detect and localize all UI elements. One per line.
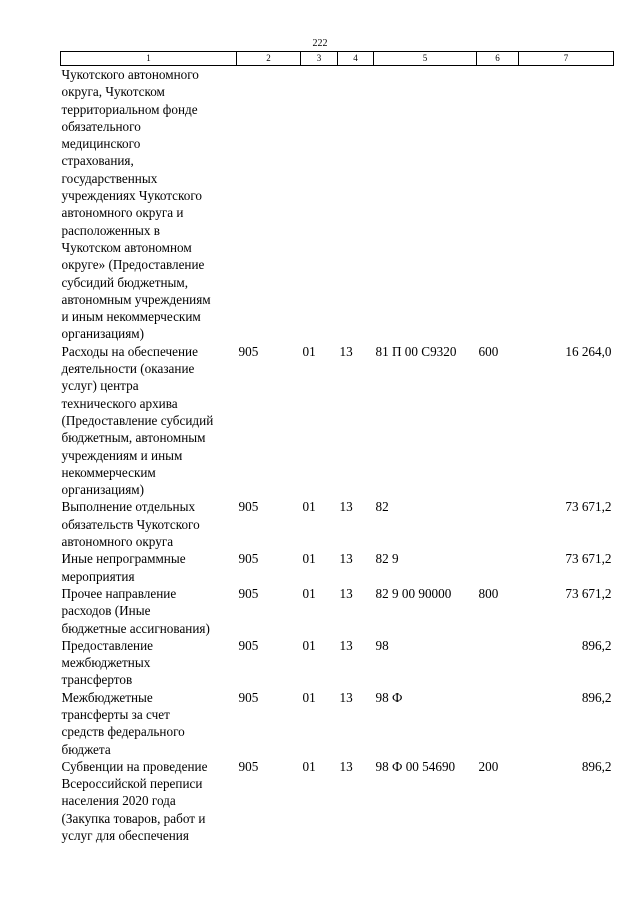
target-item-code: 82 9 xyxy=(375,551,399,567)
description-line: (Закупка товаров, работ и xyxy=(61,810,206,826)
description-line: бюджета xyxy=(61,741,111,757)
admin-code: 905 xyxy=(238,689,259,705)
subsection-code: 13 xyxy=(339,689,353,705)
description-line: трансферты за счет xyxy=(61,706,170,722)
description-line: Иные непрограммные xyxy=(61,551,186,567)
header-col-7: 7 xyxy=(519,52,614,66)
description-line: округе» (Предоставление xyxy=(61,257,205,273)
table-row xyxy=(61,66,614,343)
description-line: расположенных в xyxy=(61,222,161,238)
row-description xyxy=(61,498,237,550)
admin-code: 905 xyxy=(238,551,259,567)
row-description xyxy=(61,585,237,637)
target-item-code: 98 Ф xyxy=(375,689,403,705)
table-row xyxy=(61,689,614,758)
description-line: средств федерального xyxy=(61,724,185,740)
target-item-code: 82 9 00 90000 xyxy=(375,585,452,601)
target-item-code: 98 Ф 00 54690 xyxy=(375,758,456,774)
subsection-code: 13 xyxy=(339,758,353,774)
subsection-code: 13 xyxy=(339,343,353,359)
section-code: 01 xyxy=(302,637,316,653)
description-line: Расходы на обеспечение xyxy=(61,343,198,359)
expense-type-code: 200 xyxy=(478,758,499,774)
description-line: организациям) xyxy=(61,482,145,498)
row-description xyxy=(61,343,237,499)
description-line: расходов (Иные xyxy=(61,603,151,619)
row-description xyxy=(61,550,237,585)
description-line: бюджетные ассигнования) xyxy=(61,620,210,636)
description-line: услуг) центра xyxy=(61,378,139,394)
description-line: автономного округа и xyxy=(61,205,184,221)
description-line: территориальном фонде xyxy=(61,101,198,117)
target-item-code xyxy=(374,66,477,343)
target-item-code: 82 xyxy=(375,499,389,515)
amount: 896,2 xyxy=(581,689,612,705)
amount: 16 264,0 xyxy=(565,343,612,359)
row-description xyxy=(61,758,237,844)
amount: 73 671,2 xyxy=(565,585,612,601)
admin-code: 905 xyxy=(238,758,259,774)
description-line: автономного округа xyxy=(61,534,174,550)
description-line: округа, Чукотском xyxy=(61,84,165,100)
table-row xyxy=(61,758,614,844)
admin-code: 905 xyxy=(238,585,259,601)
expense-type-code xyxy=(477,689,519,758)
table-body xyxy=(61,66,614,845)
description-line: Всероссийской переписи xyxy=(61,776,203,792)
header-col-5: 5 xyxy=(374,52,477,66)
subsection-code xyxy=(338,66,374,343)
description-line: некоммерческим xyxy=(61,464,156,480)
description-line: страхования, xyxy=(61,153,134,169)
table-row xyxy=(61,498,614,550)
section-code: 01 xyxy=(302,585,316,601)
table-row xyxy=(61,343,614,499)
admin-code xyxy=(237,66,301,343)
description-line: и иным некоммерческим xyxy=(61,309,201,325)
description-line: организациям) xyxy=(61,326,145,342)
subsection-code: 13 xyxy=(339,637,353,653)
description-line: Субвенции на проведение xyxy=(61,758,208,774)
description-line: (Предоставление субсидий xyxy=(61,412,214,428)
table-row xyxy=(61,585,614,637)
amount xyxy=(519,66,614,343)
expense-type-code: 800 xyxy=(478,585,499,601)
description-line: обязательств Чукотского xyxy=(61,516,200,532)
header-col-2: 2 xyxy=(237,52,301,66)
section-code: 01 xyxy=(302,689,316,705)
description-line: Прочее направление xyxy=(61,585,177,601)
description-line: учреждениях Чукотского xyxy=(61,188,203,204)
table-row xyxy=(61,550,614,585)
description-line: трансфертов xyxy=(61,672,133,688)
section-code xyxy=(301,66,338,343)
page-number: 222 xyxy=(312,38,328,49)
header-col-6: 6 xyxy=(477,52,519,66)
section-code: 01 xyxy=(302,758,316,774)
expense-type-code xyxy=(477,637,519,689)
admin-code: 905 xyxy=(238,637,259,653)
subsection-code: 13 xyxy=(339,585,353,601)
expense-type-code xyxy=(477,66,519,343)
description-line: бюджетным, автономным xyxy=(61,430,206,446)
amount: 896,2 xyxy=(581,637,612,653)
section-code: 01 xyxy=(302,499,316,515)
row-description xyxy=(61,689,237,758)
table-header xyxy=(61,52,614,66)
target-item-code: 98 xyxy=(375,637,389,653)
row-description xyxy=(61,66,237,343)
section-code: 01 xyxy=(302,343,316,359)
admin-code: 905 xyxy=(238,499,259,515)
description-line: учреждениям и иным xyxy=(61,447,183,463)
description-line: услуг для обеспечения xyxy=(61,828,189,844)
expense-type-code xyxy=(477,550,519,585)
admin-code: 905 xyxy=(238,343,259,359)
description-line: деятельности (оказание xyxy=(61,361,195,377)
budget-table xyxy=(60,51,614,844)
section-code: 01 xyxy=(302,551,316,567)
description-line: Чукотском автономном xyxy=(61,239,192,255)
description-line: межбюджетных xyxy=(61,655,151,671)
row-description xyxy=(61,637,237,689)
description-line: государственных xyxy=(61,170,158,186)
target-item-code: 81 П 00 С9320 xyxy=(375,343,457,359)
description-line: медицинского xyxy=(61,136,141,152)
header-col-1: 1 xyxy=(61,52,237,66)
expense-type-code: 600 xyxy=(478,343,499,359)
description-line: Чукотского автономного xyxy=(61,67,199,82)
description-line: мероприятия xyxy=(61,568,135,584)
amount: 896,2 xyxy=(581,758,612,774)
description-line: обязательного xyxy=(61,118,141,134)
header-col-4: 4 xyxy=(338,52,374,66)
amount: 73 671,2 xyxy=(565,499,612,515)
subsection-code: 13 xyxy=(339,499,353,515)
subsection-code: 13 xyxy=(339,551,353,567)
expense-type-code xyxy=(477,498,519,550)
description-line: технического архива xyxy=(61,395,178,411)
header-col-3: 3 xyxy=(301,52,338,66)
description-line: населения 2020 года xyxy=(61,793,176,809)
description-line: Межбюджетные xyxy=(61,689,153,705)
description-line: Выполнение отдельных xyxy=(61,499,196,515)
table-row xyxy=(61,637,614,689)
description-line: субсидий бюджетным, xyxy=(61,274,189,290)
description-line: автономным учреждениям xyxy=(61,291,211,307)
amount: 73 671,2 xyxy=(565,551,612,567)
description-line: Предоставление xyxy=(61,637,154,653)
